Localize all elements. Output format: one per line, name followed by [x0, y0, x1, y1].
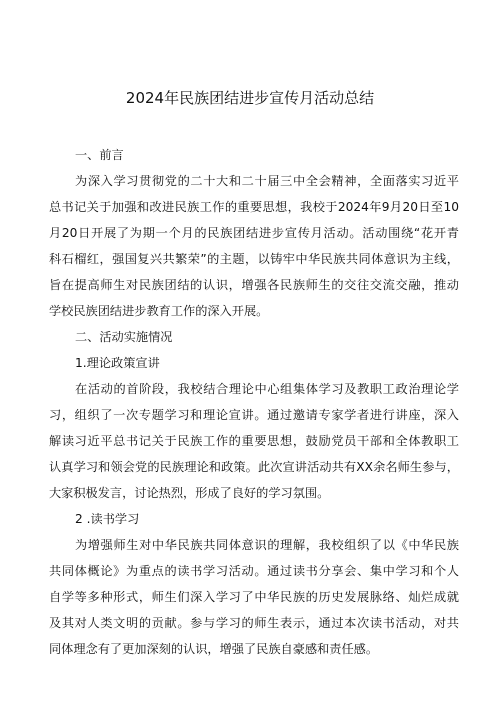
paragraph-line: 为深入学习贯彻党的二十大和二十届三中全会精神，全面落实习近平	[75, 174, 459, 188]
paragraph-line: 科石榴红，强国复兴共繁荣”的主题，以铸牢中华民族共同体意识为主线，	[49, 252, 459, 266]
paragraph-line: 自学等多种形式，师生们深入学习了中华民族的历史发展脉络、灿烂成就	[49, 590, 459, 604]
paragraph-line: 在活动的首阶段，我校结合理论中心组集体学习及教职工政治理论学	[75, 382, 459, 396]
paragraph-line: 大家积极发言，讨论热烈，形成了良好的学习氛围。	[49, 486, 330, 500]
paragraph-line: 认真学习和领会党的民族理论和政策。此次宣讲活动共有XX余名师生参与，	[49, 460, 459, 474]
paragraph-line: 旨在提高师生对民族团结的认识，增强各民族师生的交往交流交融，推动	[49, 278, 459, 292]
section-heading-implementation: 二、活动实施情况	[75, 330, 173, 344]
paragraph-line: 为增强师生对中华民族共同体意识的理解，我校组织了以《中华民族	[75, 538, 459, 552]
document-title: 2024年民族团结进步宣传月活动总结	[125, 89, 375, 107]
subsection-heading-theory: 1.理论政策宣讲	[75, 356, 160, 370]
paragraph-line: 及其对人类文明的贡献。参与学习的师生表示，通过本次读书活动，对共	[49, 616, 459, 630]
section-heading-preface: 一、前言	[75, 148, 124, 162]
paragraph-line: 月20日开展了为期一个月的民族团结进步宣传月活动。活动围绕“花开青	[49, 226, 459, 240]
paragraph-line: 学校民族团结进步教育工作的深入开展。	[49, 304, 269, 318]
paragraph-line: 总书记关于加强和改进民族工作的重要思想，我校于2024年9月20日至10	[49, 200, 459, 214]
paragraph-line: 习，组织了一次专题学习和理论宣讲。通过邀请专家学者进行讲座，深入	[49, 408, 459, 422]
subsection-heading-reading: 2 .读书学习	[75, 512, 140, 526]
paragraph-line: 同体理念有了更加深刻的认识，增强了民族自豪感和责任感。	[49, 642, 379, 656]
paragraph-line: 共同体概论》为重点的读书学习活动。通过读书分享会、集中学习和个人	[49, 564, 459, 578]
paragraph-line: 解读习近平总书记关于民族工作的重要思想，鼓励党员干部和全体教职工	[49, 434, 459, 448]
